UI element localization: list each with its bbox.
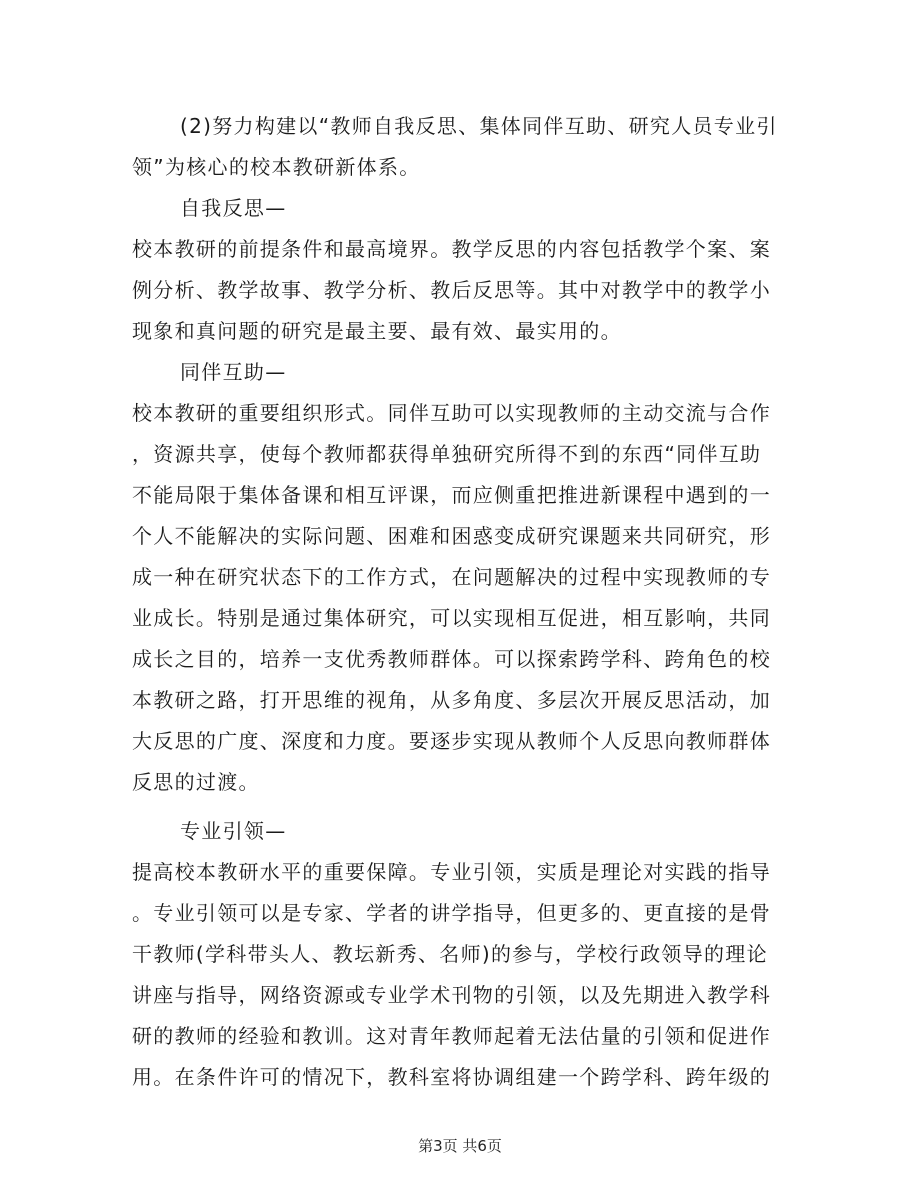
paragraph-line: 大反思的广度、深度和力度。要逐步实现从教师个人反思向教师群体: [132, 729, 771, 753]
section-heading-self-reflection: 自我反思—: [180, 196, 287, 220]
paragraph-line: 个人不能解决的实际问题、困难和困惑变成研究课题来共同研究，形: [132, 524, 771, 548]
section-heading-professional-guidance: 专业引领—: [180, 819, 287, 843]
paragraph-line: 领”为核心的校本教研新体系。: [132, 155, 421, 179]
paragraph-line: 干教师(学科带头人、教坛新秀、名师)的参与，学校行政领导的理论: [132, 942, 768, 966]
paragraph-line: (2)努力构建以“教师自我反思、集体同伴互助、研究人员专业引: [180, 114, 778, 138]
paragraph-line: 业成长。特别是通过集体研究，可以实现相互促进，相互影响，共同: [132, 606, 771, 630]
paragraph-line: 例分析、教学故事、教学分析、教后反思等。其中对教学中的教学小: [132, 278, 771, 302]
paragraph-line: 提高校本教研水平的重要保障。专业引领，实质是理论对实践的指导: [132, 860, 771, 884]
section-heading-peer-support: 同伴互助—: [180, 360, 287, 384]
paragraph-line: 本教研之路，打开思维的视角，从多角度、多层次开展反思活动，加: [132, 688, 771, 712]
paragraph-line: 。专业引领可以是专家、学者的讲学指导，但更多的、更直接的是骨: [132, 901, 771, 925]
paragraph-line: 研的教师的经验和教训。这对青年教师起着无法估量的引领和促进作: [132, 1024, 771, 1048]
paragraph-line: 反思的过渡。: [132, 770, 260, 794]
paragraph-line: 校本教研的前提条件和最高境界。教学反思的内容包括教学个案、案: [132, 237, 771, 261]
paragraph-line: 讲座与指导，网络资源或专业学术刊物的引领，以及先期进入教学科: [132, 983, 771, 1007]
page-number-footer: 第3页 共6页: [418, 1137, 502, 1155]
paragraph-line: 成长之目的，培养一支优秀教师群体。可以探索跨学科、跨角色的校: [132, 647, 771, 671]
paragraph-line: ，资源共享，使每个教师都获得单独研究所得不到的东西“同伴互助: [132, 442, 762, 466]
paragraph-line: 校本教研的重要组织形式。同伴互助可以实现教师的主动交流与合作: [132, 401, 771, 425]
paragraph-line: 成一种在研究状态下的工作方式，在问题解决的过程中实现教师的专: [132, 565, 771, 589]
paragraph-line: 现象和真问题的研究是最主要、最有效、最实用的。: [132, 319, 622, 343]
paragraph-line: 用。在条件许可的情况下，教科室将协调组建一个跨学科、跨年级的: [132, 1065, 771, 1089]
paragraph-line: 不能局限于集体备课和相互评课，而应侧重把推进新课程中遇到的一: [132, 483, 771, 507]
